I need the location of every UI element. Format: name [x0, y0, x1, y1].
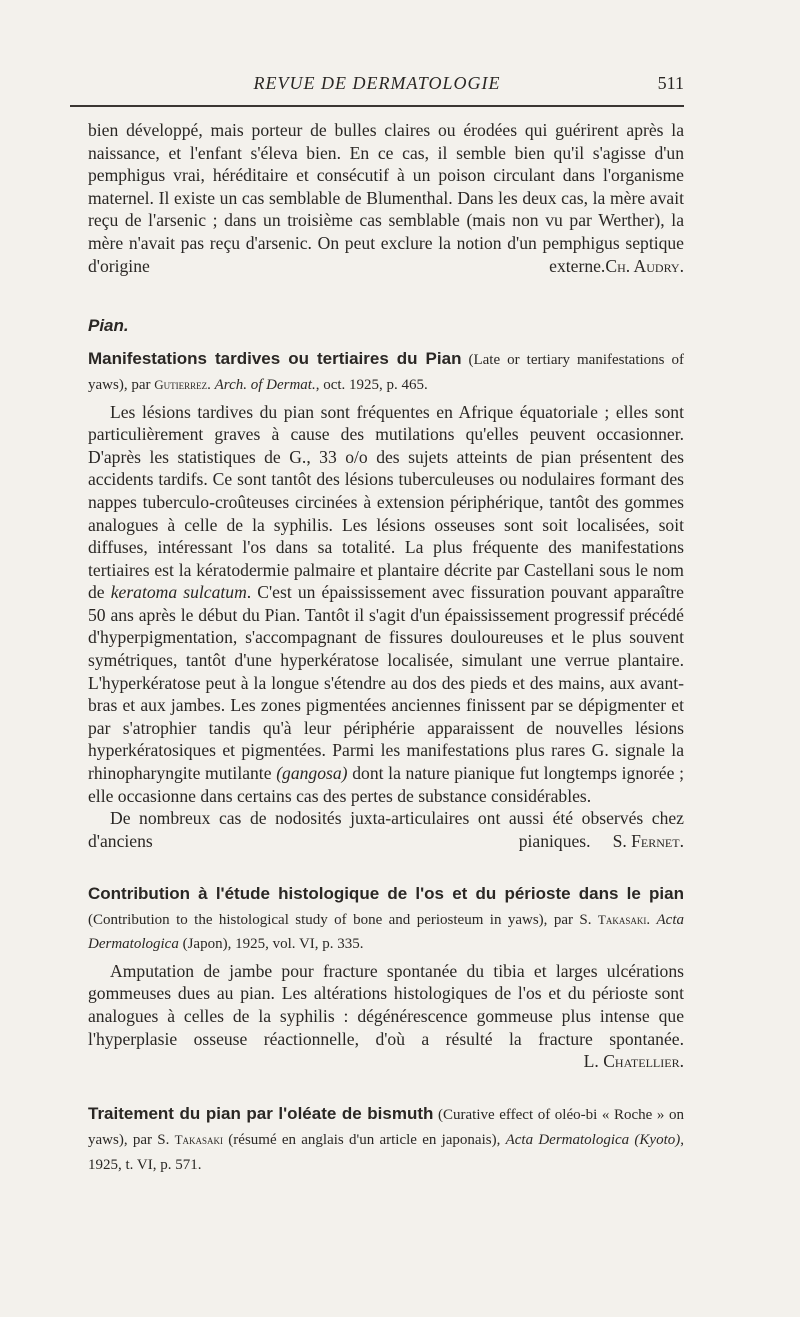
article-2-journal: Acta Dermatologica	[88, 911, 684, 953]
running-title: REVUE DE DERMATOLOGIE	[253, 73, 501, 93]
article-2-signature: L. Chatellier.	[583, 1051, 684, 1072]
article-1-signature: S. Fernet.	[612, 830, 684, 851]
article-3-meta: (Curative effect of oléo-bi « Roche » on yaws), par S.	[88, 1107, 685, 1148]
article-1-p1-emphasis-2: (gangosa)	[276, 763, 348, 784]
article-2-meta-end: (Japon), 1925, vol. VI, p. 335.	[178, 936, 364, 953]
article-1-meta: (Late or tertiary manifestations of yaws), par	[88, 352, 685, 393]
article-3-meta-end: , 1925, t. VI, p. 571.	[88, 1131, 684, 1173]
article-1-title: Manifestations tardives ou tertiaires du Pian	[88, 349, 462, 369]
article-1-p1-text-mid: . C'est un épaississement avec fissuration pouvant apparaître 50 ans après le début du Pian. Tantôt il s'agit d'un épaississement progressif précédé d'hyperpigmentation, s'accompagnant de fissures douloureuses et le plus souvent symétriques, tantôt d'une hyperkératose localisée, simulant une verrue plantaire. L'hyperkératose peut à la longue s'étendre au dos des pieds et des mains, aux avant-bras et aux jambes. Les zones pigmentées anciennes finissent par se dépigmenter et par s'atrophier tandis qu'à leur périphérie apparaissent de nouvelles lésions hyperkératosiques et pigmentées. Parmi les manifestations plus rares G. signale la rhinopharyngite mutilante	[88, 582, 684, 784]
article-2-heading	[88, 882, 684, 956]
article-3-meta-sep: (résumé en anglais d'un article en japonais),	[223, 1131, 506, 1148]
page-number: 511	[657, 73, 684, 93]
article-1-author: Gutierrez	[154, 376, 208, 392]
article-1-paragraph-2	[88, 807, 684, 875]
intro-signature: Ch. Audry.	[605, 255, 684, 276]
article-1-meta-sep: .	[207, 376, 215, 393]
article-1-p1-text-end: dont la nature pianique fut longtemps ignorée ; elle occasionne dans certains cas des pertes de substance considérables.	[88, 763, 684, 806]
article-3-title: Traitement du pian par l'oléate de bismuth	[88, 1104, 434, 1124]
article-3-heading	[88, 1102, 684, 1176]
intro-paragraph	[88, 119, 684, 300]
article-1-heading	[88, 347, 684, 396]
article-1-journal: Arch. of Dermat.	[214, 376, 316, 393]
intro-text: bien développé, mais porteur de bulles claires ou érodées qui guérirent après la naissance, et l'enfant s'éleva bien. En ce cas, il semble bien qu'il s'agisse d'un pemphigus vrai, héréditaire et consécutif à un poison circulant dans l'organisme maternel. Il existe un cas semblable de Blumenthal. Dans les deux cas, la mère avait reçu de l'arsenic ; dans un troisième cas semblable (mais non vu par Werther), la mère n'avait pas reçu d'arsenic. On peut exclure la notion d'un pemphigus septique d'origine externe.	[88, 120, 684, 276]
article-2-p1-text: Amputation de jambe pour fracture spontanée du tibia et larges ulcérations gommeuses dues au pian. Les altérations histologiques de l'os et du périoste sont analogues à celles de la syphilis : dégénérescence gommeuse plus intense que l'hyperplasie osseuse réactionnelle, d'où a résulté la fracture spontanée.	[88, 960, 684, 1049]
article-1-p2-text: De nombreux cas de nodosités juxta-articulaires ont aussi été observés chez d'anciens pianiques.	[88, 808, 684, 851]
article-2-paragraph-1	[88, 960, 684, 1096]
header-rule	[70, 105, 684, 107]
article-2-title: Contribution à l'étude histologique de l'os et du périoste dans le pian	[88, 884, 684, 903]
article-2-meta: (Contribution to the histological study of bone and periosteum in yaws), par S.	[88, 911, 598, 928]
article-1-meta-end: , oct. 1925, p. 465.	[315, 376, 428, 393]
article-1-p1-emphasis: keratoma sulcatum	[110, 582, 247, 603]
article-3-journal: Acta Dermatologica (Kyoto)	[505, 1131, 681, 1148]
article-1-paragraph-1	[88, 401, 684, 808]
article-3-author: Takasaki	[174, 1131, 224, 1147]
section-title: Pian.	[88, 315, 129, 335]
running-head	[70, 73, 684, 103]
body-text	[88, 119, 684, 1180]
article-2-author: Takasaki	[597, 911, 647, 927]
article-2-meta-sep: .	[646, 911, 657, 928]
article-1-p1-text: Les lésions tardives du pian sont fréquentes en Afrique équatoriale ; elles sont particulièrement graves à cause des mutilations qu'elles peuvent occasionner. D'après les statistiques de G., 33 o/o des sujets atteints de pian présentent des accidents tardifs. Ce sont tantôt des lésions tuberculeuses ou nodulaires formant des nappes tuberculo-croûteuses circinées à extension périphérique, tantôt des gommes analogues à celle de la syphilis. Les lésions osseuses sont soit localisées, soit diffuses, intéressant l'os dans sa totalité. La plus fréquente des manifestations tertiaires est la kératodermie palmaire et plantaire décrite par Castellani sous le nom de	[88, 401, 684, 603]
